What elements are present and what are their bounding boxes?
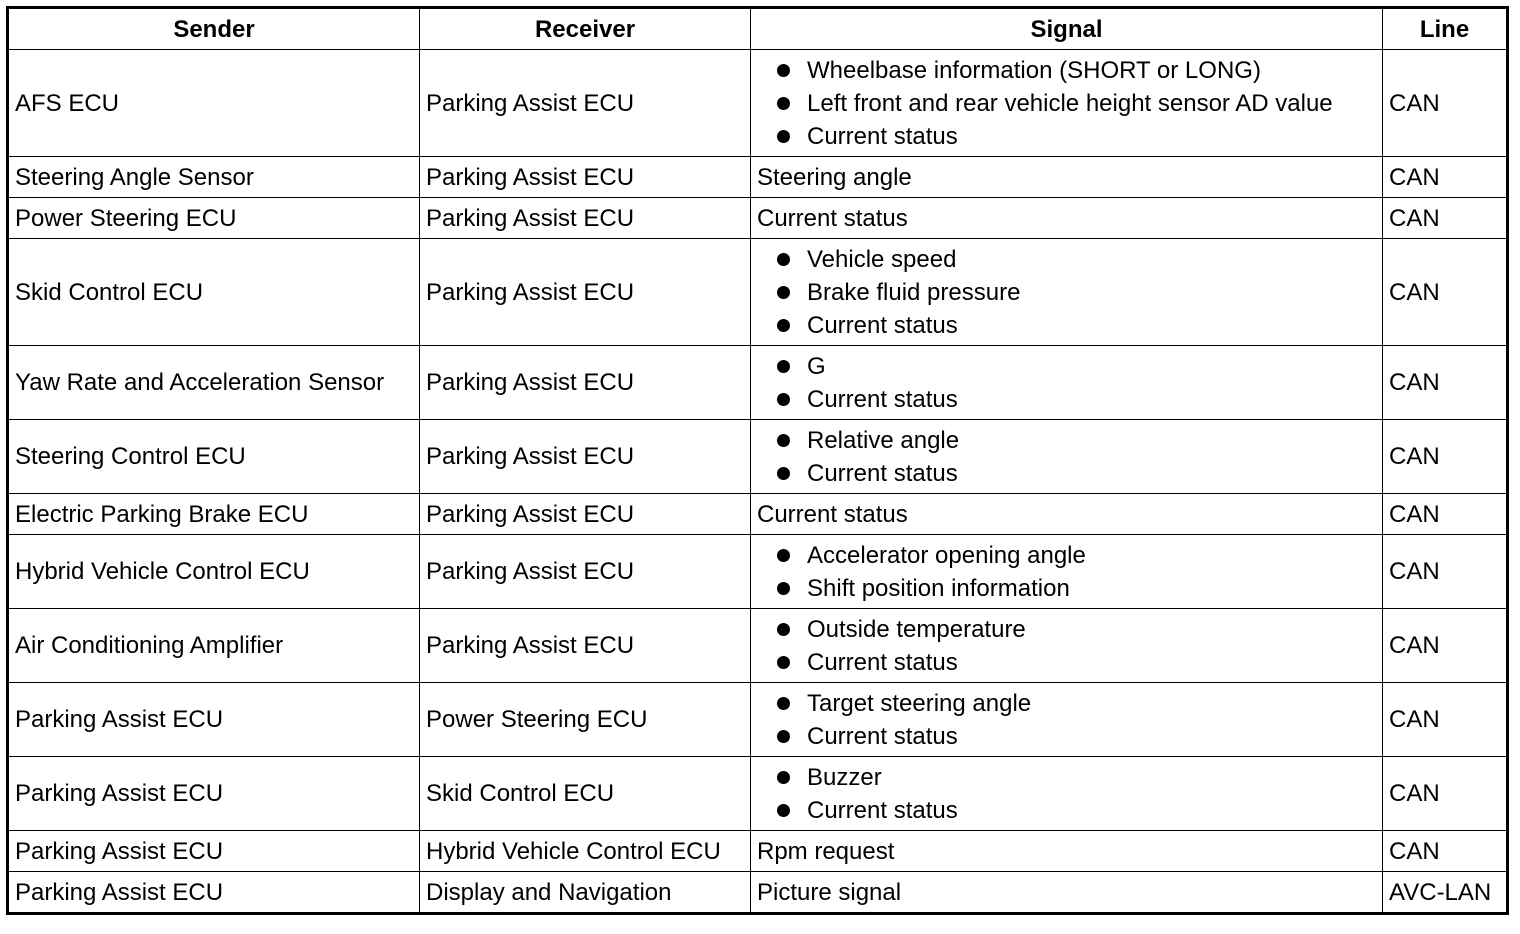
signal-cell: Current status (751, 494, 1383, 535)
signal-list (757, 350, 1376, 416)
signal-cell (751, 535, 1383, 609)
table-row (8, 757, 1508, 831)
table-row (8, 420, 1508, 494)
table-row (8, 535, 1508, 609)
table-row (8, 346, 1508, 420)
signal-cell (751, 757, 1383, 831)
signal-item: Target steering angle (777, 687, 1376, 720)
signal-item: G (777, 350, 1376, 383)
signal-item: Relative angle (777, 424, 1376, 457)
signal-cell: Current status (751, 198, 1383, 239)
line-cell: CAN (1383, 420, 1508, 494)
sender-cell: Air Conditioning Amplifier (8, 609, 420, 683)
signal-item: Buzzer (777, 761, 1376, 794)
table-row (8, 50, 1508, 157)
sender-cell: Hybrid Vehicle Control ECU (8, 535, 420, 609)
signal-item: Current status (777, 120, 1376, 153)
signal-list (757, 687, 1376, 753)
line-cell: CAN (1383, 683, 1508, 757)
signal-item: Current status (777, 309, 1376, 342)
signal-item: Outside temperature (777, 613, 1376, 646)
sender-cell: Parking Assist ECU (8, 683, 420, 757)
receiver-cell: Parking Assist ECU (420, 535, 751, 609)
header-signal: Signal (751, 8, 1383, 50)
line-cell: CAN (1383, 757, 1508, 831)
header-line: Line (1383, 8, 1508, 50)
receiver-cell: Parking Assist ECU (420, 239, 751, 346)
signal-cell (751, 346, 1383, 420)
sender-cell: Steering Control ECU (8, 420, 420, 494)
signal-cell: Picture signal (751, 872, 1383, 914)
line-cell: CAN (1383, 831, 1508, 872)
receiver-cell: Parking Assist ECU (420, 198, 751, 239)
receiver-cell: Power Steering ECU (420, 683, 751, 757)
table-row (8, 609, 1508, 683)
signal-list (757, 539, 1376, 605)
line-cell: CAN (1383, 535, 1508, 609)
sender-cell: Yaw Rate and Acceleration Sensor (8, 346, 420, 420)
line-cell: CAN (1383, 609, 1508, 683)
signal-cell (751, 683, 1383, 757)
signal-item: Left front and rear vehicle height sensor AD value (777, 87, 1376, 120)
receiver-cell: Skid Control ECU (420, 757, 751, 831)
sender-cell: Power Steering ECU (8, 198, 420, 239)
sender-cell: Parking Assist ECU (8, 757, 420, 831)
header-receiver: Receiver (420, 8, 751, 50)
receiver-cell: Hybrid Vehicle Control ECU (420, 831, 751, 872)
signal-item: Brake fluid pressure (777, 276, 1376, 309)
signal-cell (751, 239, 1383, 346)
signal-item: Vehicle speed (777, 243, 1376, 276)
table-row (8, 683, 1508, 757)
receiver-cell: Display and Navigation (420, 872, 751, 914)
table-row (8, 831, 1508, 872)
signal-item: Current status (777, 794, 1376, 827)
signal-item: Current status (777, 646, 1376, 679)
signal-cell (751, 50, 1383, 157)
receiver-cell: Parking Assist ECU (420, 494, 751, 535)
table-row (8, 198, 1508, 239)
receiver-cell: Parking Assist ECU (420, 157, 751, 198)
receiver-cell: Parking Assist ECU (420, 609, 751, 683)
signal-item: Accelerator opening angle (777, 539, 1376, 572)
signal-cell (751, 609, 1383, 683)
signal-list (757, 243, 1376, 342)
table-row (8, 872, 1508, 914)
table-row (8, 239, 1508, 346)
signal-item: Current status (777, 383, 1376, 416)
line-cell: AVC-LAN (1383, 872, 1508, 914)
line-cell: CAN (1383, 346, 1508, 420)
signal-item: Current status (777, 720, 1376, 753)
receiver-cell: Parking Assist ECU (420, 50, 751, 157)
sender-cell: Skid Control ECU (8, 239, 420, 346)
signal-item: Shift position information (777, 572, 1376, 605)
line-cell: CAN (1383, 157, 1508, 198)
line-cell: CAN (1383, 198, 1508, 239)
signal-item: Wheelbase information (SHORT or LONG) (777, 54, 1376, 87)
sender-cell: Steering Angle Sensor (8, 157, 420, 198)
signal-cell (751, 420, 1383, 494)
signal-item: Current status (777, 457, 1376, 490)
line-cell: CAN (1383, 50, 1508, 157)
receiver-cell: Parking Assist ECU (420, 420, 751, 494)
line-cell: CAN (1383, 494, 1508, 535)
table-row (8, 494, 1508, 535)
signal-cell: Steering angle (751, 157, 1383, 198)
table-row (8, 157, 1508, 198)
signal-cell: Rpm request (751, 831, 1383, 872)
table-header-row (8, 8, 1508, 50)
sender-cell: Parking Assist ECU (8, 831, 420, 872)
signal-list (757, 54, 1376, 153)
sender-cell: Parking Assist ECU (8, 872, 420, 914)
receiver-cell: Parking Assist ECU (420, 346, 751, 420)
sender-cell: AFS ECU (8, 50, 420, 157)
signal-list (757, 424, 1376, 490)
signal-list (757, 613, 1376, 679)
sender-cell: Electric Parking Brake ECU (8, 494, 420, 535)
line-cell: CAN (1383, 239, 1508, 346)
header-sender: Sender (8, 8, 420, 50)
signal-list (757, 761, 1376, 827)
signal-table (6, 6, 1509, 915)
